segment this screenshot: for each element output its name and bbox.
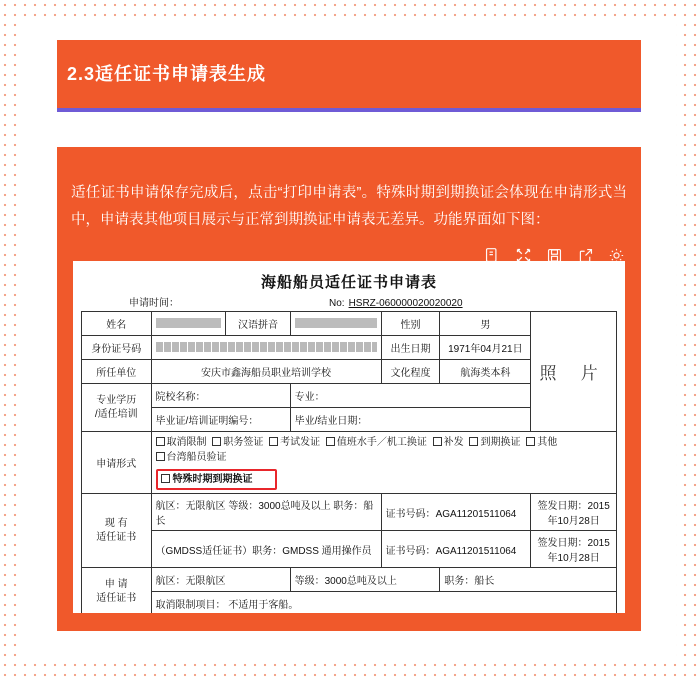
cell-id-label: 身份证号码 [82, 336, 152, 360]
cert-no-value: AGA11201511064 [435, 508, 517, 520]
cell-name-value [151, 312, 226, 336]
checkbox-other[interactable]: 其他 [526, 435, 557, 450]
cell-apply-cert-area: 航区：无限航区 [151, 568, 290, 592]
page-title: 2.3适任证书申请表生成 [67, 64, 267, 84]
checkbox-duty-endorsement[interactable]: 职务签证 [212, 435, 263, 450]
cell-apply-form-label: 申请形式 [82, 432, 152, 494]
table-row [82, 432, 617, 494]
cell-employer-label: 所任单位 [82, 360, 152, 384]
cell-birth-label: 出生日期 [381, 336, 440, 360]
table-row [82, 312, 617, 336]
cell-current-cert-no-1 [381, 494, 531, 531]
cell-education-label: 文化程度 [381, 360, 440, 384]
checkbox-cancel-restriction[interactable]: 取消限制 [156, 435, 207, 450]
cell-major-label-line2: /适任培训 [94, 408, 138, 420]
highlighted-option-box [156, 469, 277, 490]
application-form-sheet [73, 261, 625, 613]
issue-date-value: 2015年10月28日 [547, 501, 610, 527]
cell-current-cert-issue-2 [531, 531, 617, 568]
cell-current-cert-label [82, 494, 152, 568]
cert-no-label: 证书号码： [385, 545, 436, 557]
checkbox-special-period-renewal[interactable]: 特殊时期到期换证 [161, 472, 253, 487]
cell-graduate-date: 毕业/结业日期： [290, 408, 531, 432]
cell-birth-value: 1971年04月21日 [440, 336, 531, 360]
form-no-label: No: [329, 298, 345, 309]
checkbox-taiwan-seafarer-verify[interactable]: 台湾船员验证 [156, 450, 227, 465]
redacted-value [295, 318, 377, 328]
form-no-value: HSRZ-060000020020020 [348, 298, 463, 309]
application-form-table [81, 311, 617, 613]
issue-date-label: 签发日期： [537, 538, 588, 549]
issue-date-label: 签发日期： [537, 501, 588, 512]
checkbox-watch-rating-renewal[interactable]: 值班水手／机工换证 [326, 435, 427, 450]
form-meta-row [81, 294, 617, 309]
cell-name-label: 姓名 [82, 312, 152, 336]
cell-graduate-no: 毕业证/培训证明编号： [151, 408, 290, 432]
cert-no-value: AGA11201511064 [435, 545, 517, 557]
table-row [82, 592, 617, 614]
cell-gender-value: 男 [440, 312, 531, 336]
table-row [82, 531, 617, 568]
table-row [82, 494, 617, 531]
checkbox-reissue[interactable]: 补发 [433, 435, 464, 450]
cell-apply-cert-duty: 职务：船长 [440, 568, 617, 592]
cell-current-cert-label-line1: 现 有 [104, 517, 128, 529]
cell-apply-cert-label-line2: 适任证书 [96, 592, 137, 604]
section-heading-band [57, 40, 641, 112]
cell-photo-placeholder: 照 片 [531, 312, 617, 432]
redacted-value [156, 318, 222, 328]
cell-apply-cert-label [82, 568, 152, 614]
cert-no-label: 证书号码： [385, 508, 436, 520]
cell-pinyin-value [290, 312, 381, 336]
cell-major-label-line1: 专业学历 [96, 394, 137, 406]
checkbox-expiry-renewal[interactable]: 到期换证 [469, 435, 520, 450]
cell-current-cert-no-2 [381, 531, 531, 568]
content-panel [57, 147, 641, 631]
redacted-value [156, 342, 377, 352]
form-title: 海船船员适任证书申请表 [260, 275, 437, 291]
cell-employer-value: 安庆市鑫海船员职业培训学校 [151, 360, 381, 384]
body-paragraph: 适任证书申请保存完成后，点击“打印申请表”。特殊时期到期换证会体现在申请形式当中，申请表其他项目展示与正常到期换证申请表无差异。功能界面如下图： [71, 185, 627, 228]
cell-current-cert-line-1: 航区：无限航区 等级：3000总吨及以上 职务：船长 [151, 494, 381, 531]
cell-id-value [151, 336, 381, 360]
checkbox-exam-issue[interactable]: 考试发证 [269, 435, 320, 450]
cell-school-name: 院校名称： [151, 384, 290, 408]
cell-education-value: 航海类本科 [440, 360, 531, 384]
cell-apply-cert-label-line1: 申 请 [104, 578, 128, 590]
cell-gender-label: 性别 [381, 312, 440, 336]
cell-restriction-items: 取消限制项目： 不适用于客船。 [151, 592, 616, 614]
cell-apply-form-options [151, 432, 616, 494]
cell-current-cert-line-2: （GMDSS适任证书）职务：GMDSS 通用操作员 [151, 531, 381, 568]
cell-current-cert-issue-1 [531, 494, 617, 531]
apply-time-label: 申请时间： [129, 298, 179, 309]
issue-date-value: 2015年10月28日 [547, 538, 610, 564]
apply-form-option-row [156, 435, 612, 465]
cell-major: 专业： [290, 384, 531, 408]
cell-major-label [82, 384, 152, 432]
cell-current-cert-label-line2: 适任证书 [96, 531, 137, 543]
table-row [82, 568, 617, 592]
cell-apply-cert-grade: 等级：3000总吨及以上 [290, 568, 440, 592]
cell-pinyin-label: 汉语拼音 [226, 312, 290, 336]
